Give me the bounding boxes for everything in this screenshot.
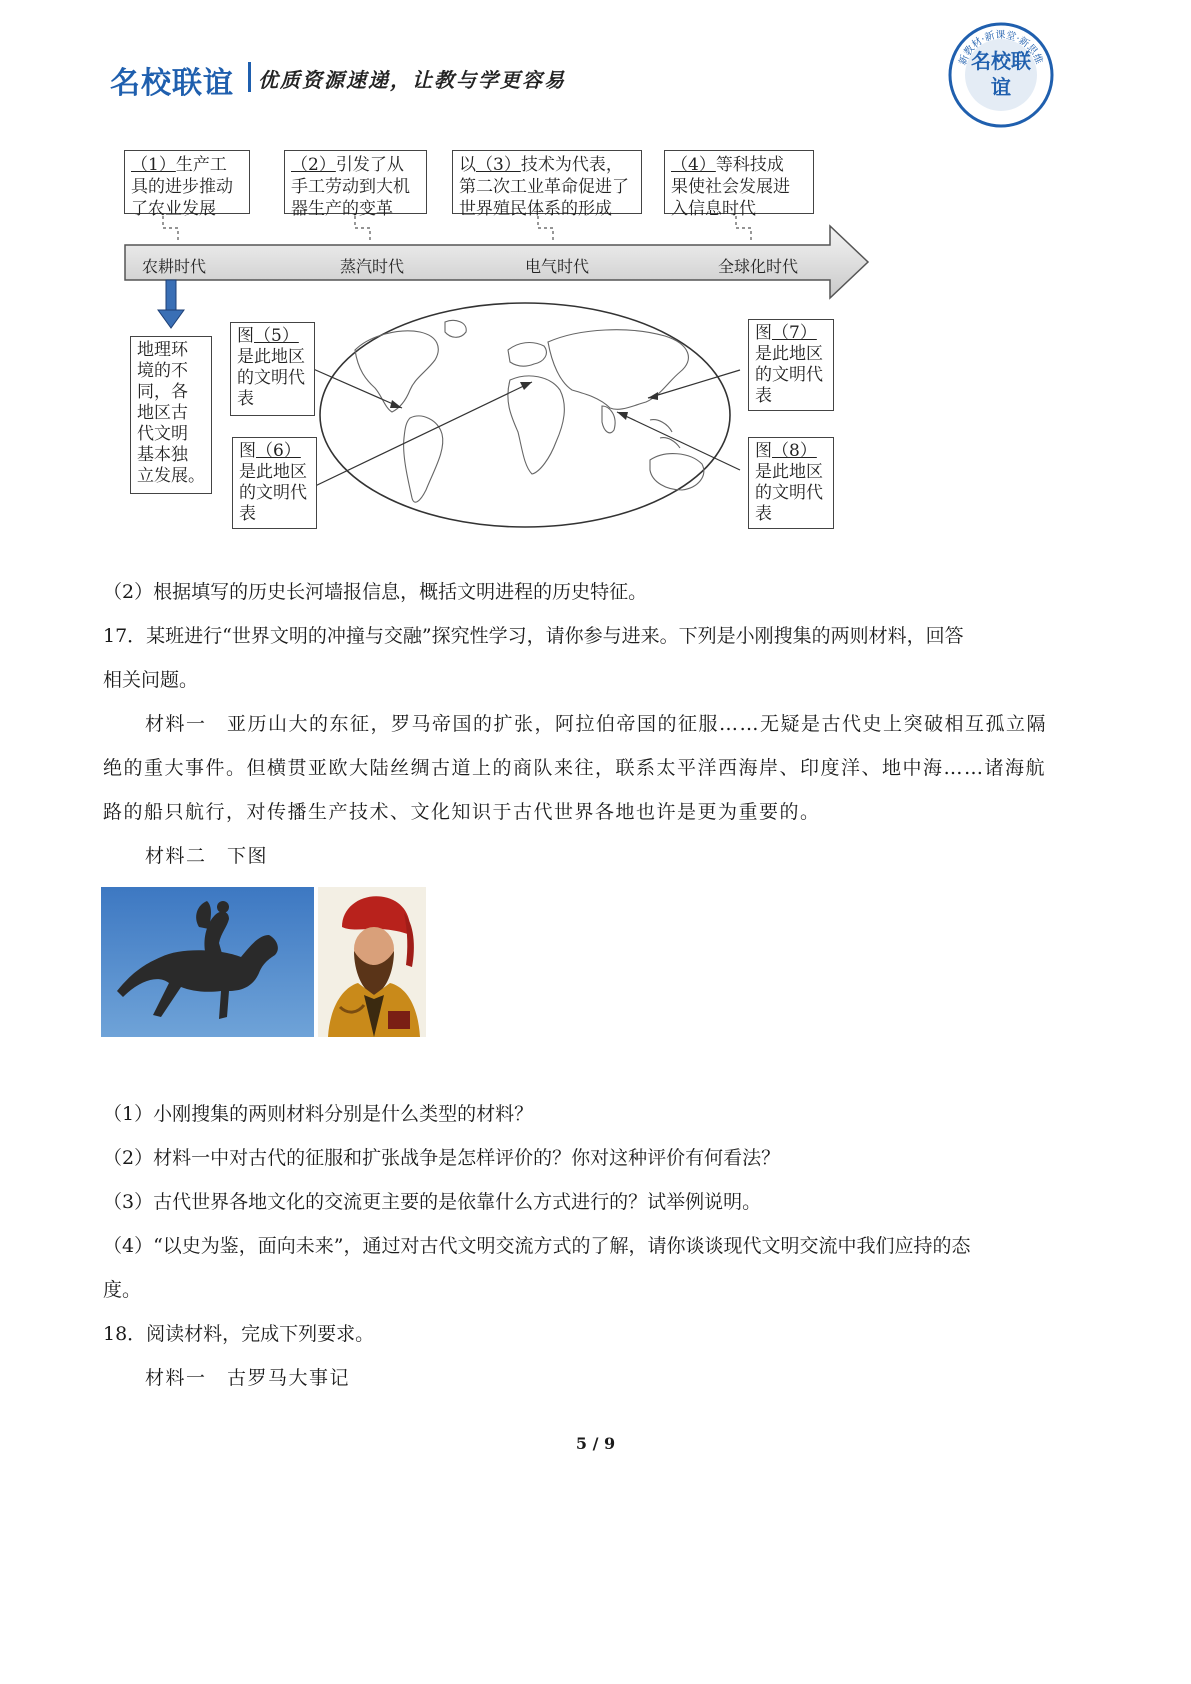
blank-8: （8） <box>772 441 817 461</box>
material-18-1-label: 材料一 古罗马大事记 <box>145 1367 351 1389</box>
blank-7: （7） <box>772 323 817 343</box>
blank-1: （1） <box>131 155 176 175</box>
map-box-6: 图（6） 是此地区 的文明代 表 <box>232 437 317 529</box>
question-17-2: （2）材料一中对古代的征服和扩张战争是怎样评价的？你对这种评价有何看法？ <box>103 1147 781 1169</box>
question-17-intro-cont: 相关问题。 <box>103 669 199 691</box>
geography-note-box: 地理环 境的不 同，各 地区古 代文明 基本独 立发展。 <box>130 336 212 494</box>
question-17-intro: 17．某班进行“世界文明的冲撞与交融”探究性学习，请你参与进来。下列是小刚搜集的两则材料，回答 <box>103 625 964 647</box>
brand-divider <box>248 62 251 92</box>
question-17-4-cont: 度。 <box>103 1279 142 1301</box>
blank-2: （2） <box>291 155 336 175</box>
blank-5: （5） <box>254 326 299 346</box>
blank-6: （6） <box>256 441 301 461</box>
timeline-box-3: 以（3）技术为代表， 第二次工业革命促进了 世界殖民体系的形成 <box>452 150 642 214</box>
timeline-box-2: （2）引发了从 手工劳动到大机 器生产的变革 <box>284 150 427 214</box>
timeline-box-4: （4）等科技成 果使社会发展进 入信息时代 <box>664 150 814 214</box>
question-17-4: （4）“以史为鉴，面向未来”，通过对古代文明交流方式的了解，请你谈谈现代文明交流中我们应持的态 <box>103 1235 971 1257</box>
material-1-line-1: 材料一 亚历山大的东征，罗马帝国的扩张，阿拉伯帝国的征服……无疑是古代史上突破相互孤立隔 <box>145 713 1048 735</box>
seal-ring-text: 新教材·新课堂·新思维 <box>957 29 1045 67</box>
material-1-line-2: 绝的重大事件。但横贯亚欧大陆丝绸古道上的商队来往，联系太平洋西海岸、印度洋、地中海……诸海航 <box>103 757 1047 779</box>
era-label-electric: 电气时代 <box>525 257 590 276</box>
blank-4: （4） <box>671 155 716 175</box>
blank-3: （3） <box>476 155 521 175</box>
question-18: 18．阅读材料，完成下列要求。 <box>103 1323 375 1345</box>
seal-main-text: 名校联谊 <box>971 49 1031 99</box>
question-17-1: （1）小刚搜集的两则材料分别是什么类型的材料？ <box>103 1103 534 1125</box>
question-17-3: （3）古代世界各地文化的交流更主要的是依靠什么方式进行的？试举例说明。 <box>103 1191 762 1213</box>
material-2-label: 材料二 下图 <box>145 845 269 867</box>
era-label-steam: 蒸汽时代 <box>340 257 405 276</box>
page-number: 5 / 9 <box>575 1434 616 1453</box>
material-1-line-3: 路的船只航行，对传播生产技术、文化知识于古代世界各地也许是更为重要的。 <box>103 801 821 823</box>
timeline-box-1: （1）生产工 具的进步推动 了农业发展 <box>124 150 250 214</box>
question-16-2: （2）根据填写的历史长河墙报信息，概括文明进程的历史特征。 <box>103 581 648 603</box>
era-label-globalization: 全球化时代 <box>718 257 799 276</box>
map-box-7: 图（7） 是此地区 的文明代 表 <box>748 319 834 411</box>
map-box-5: 图（5） 是此地区 的文明代 表 <box>230 322 315 416</box>
marco-polo-portrait <box>318 887 426 1037</box>
era-label-agriculture: 农耕时代 <box>142 257 207 276</box>
brand-slogan: 优质资源速递，让教与学更容易 <box>258 68 566 92</box>
alexander-statue-photo <box>101 887 314 1037</box>
brand-logo-text: 名校联谊 <box>110 66 234 101</box>
map-box-8: 图（8） 是此地区 的文明代 表 <box>748 437 834 529</box>
